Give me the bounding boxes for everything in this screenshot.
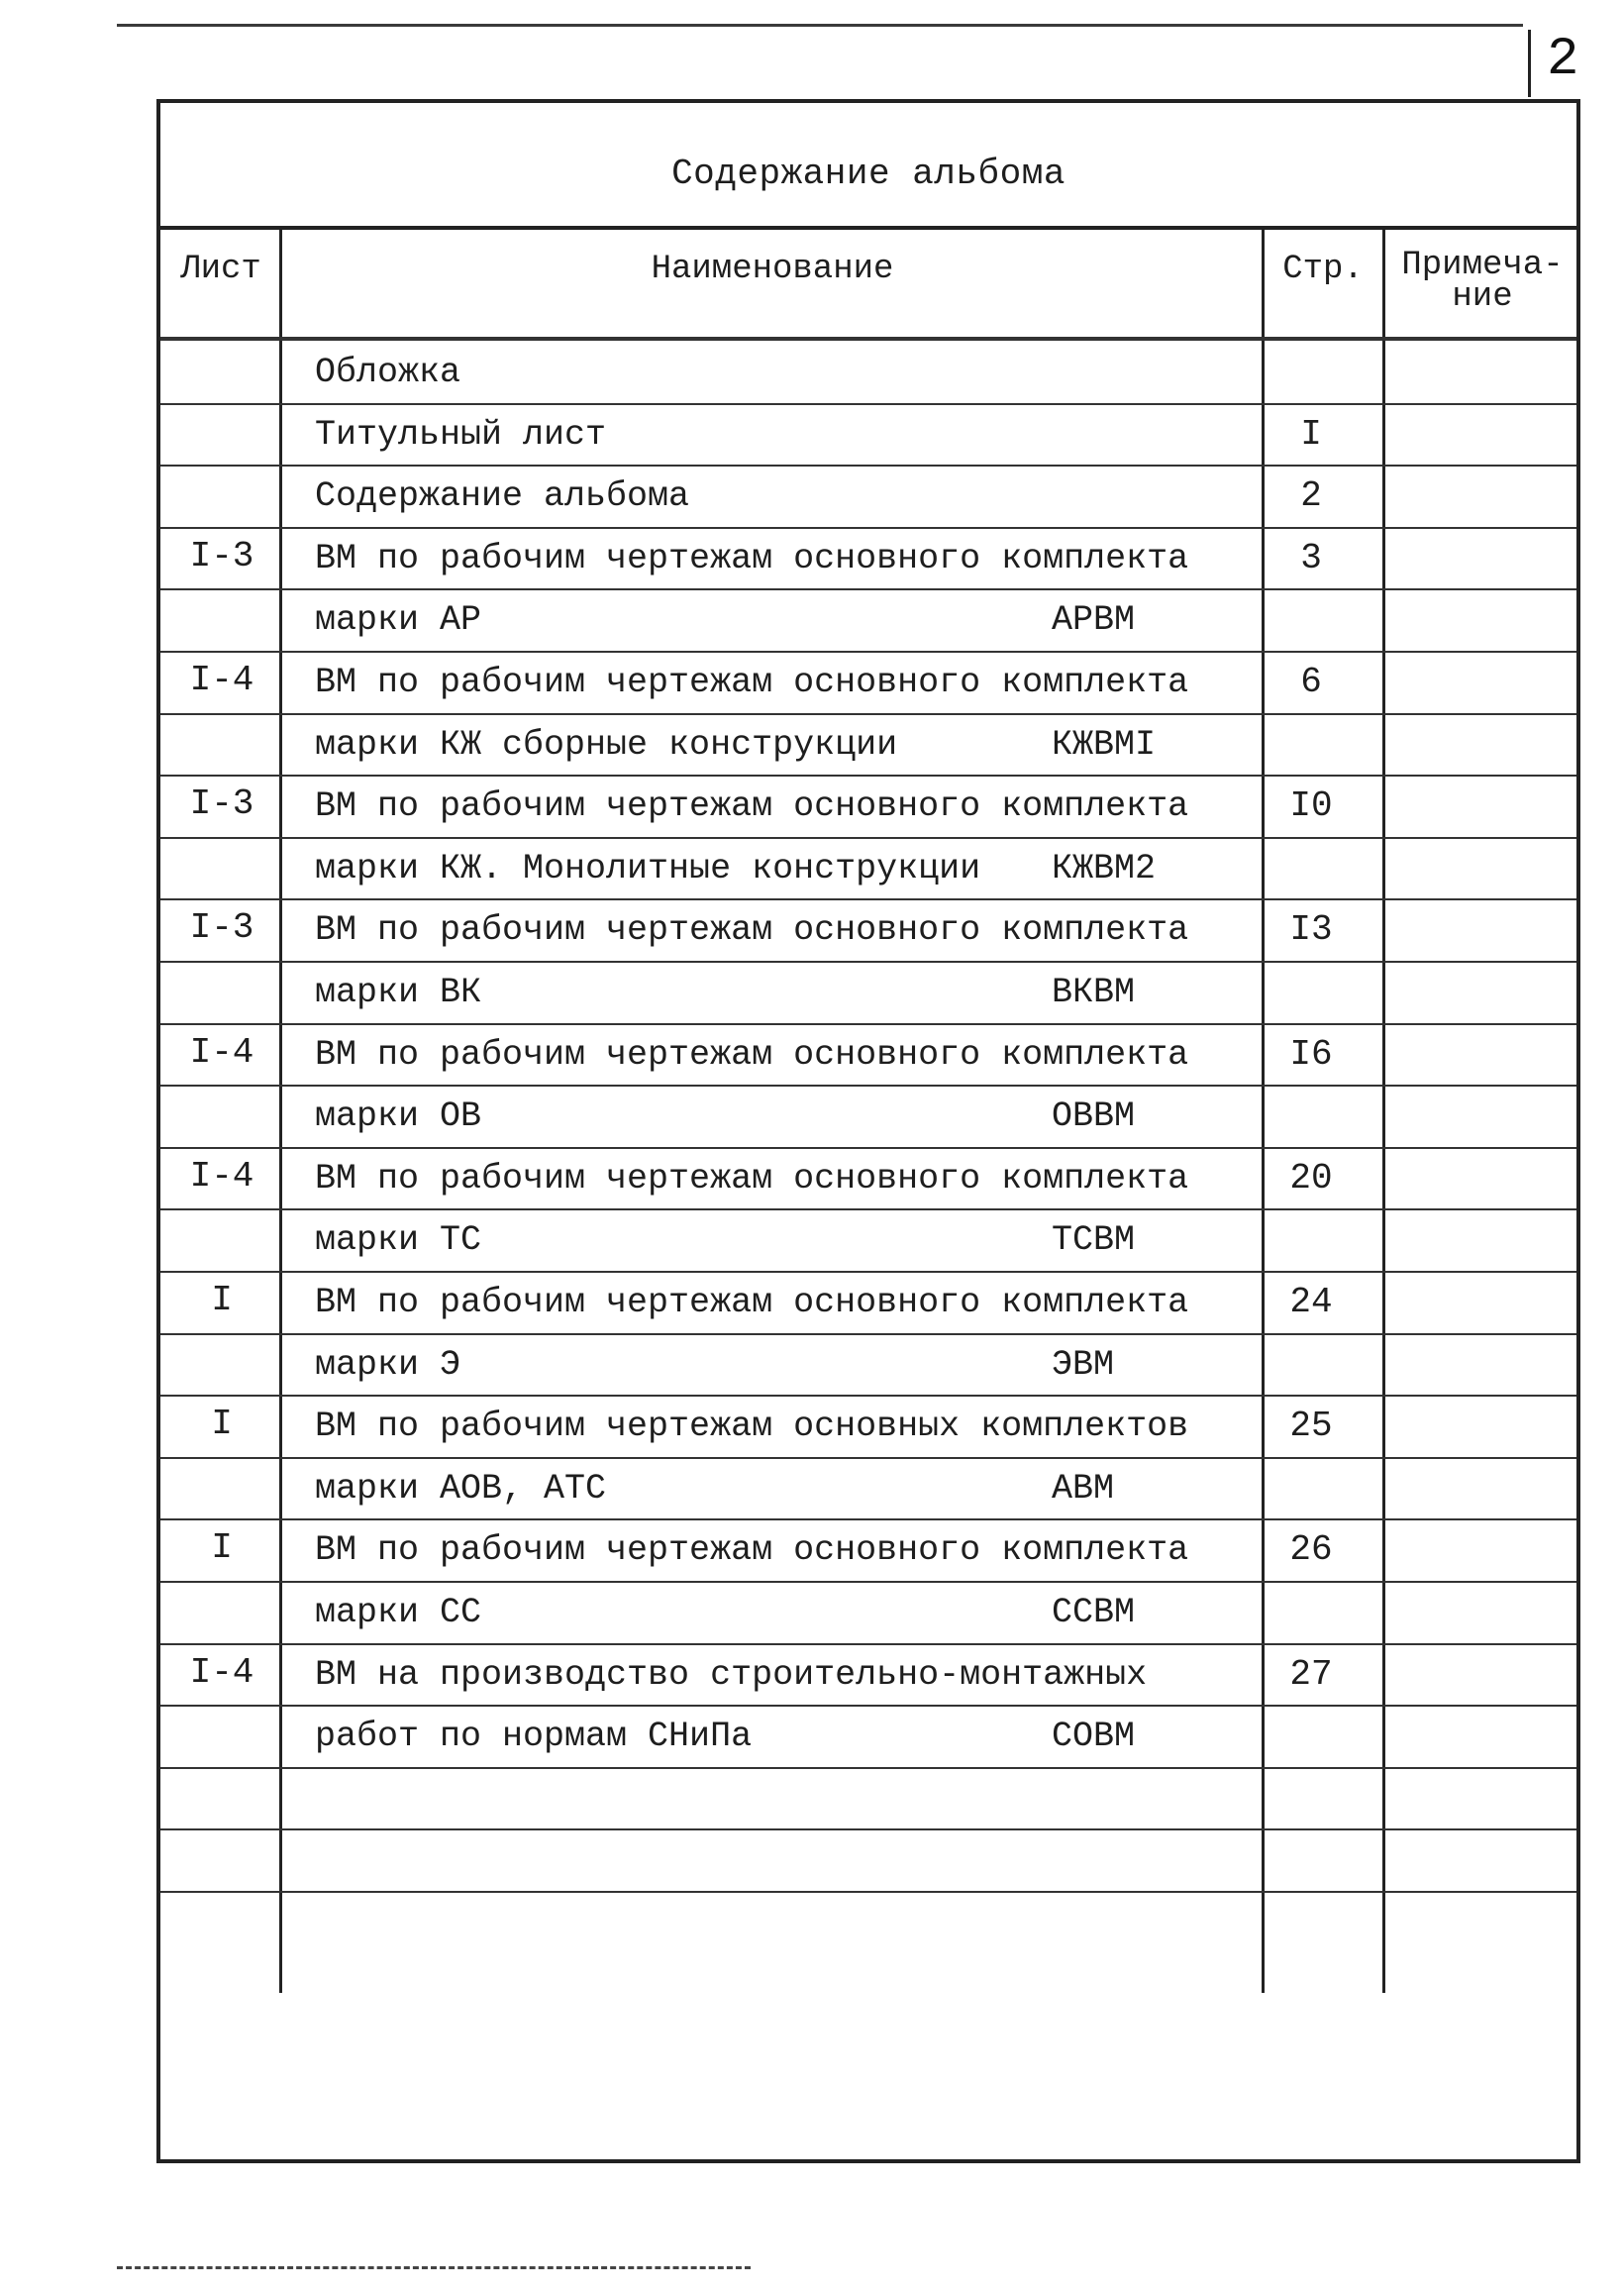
page-cell: 25 — [1289, 1406, 1333, 1447]
mark-code-cell: ССВМ — [1052, 1593, 1136, 1632]
page-cell: 20 — [1289, 1157, 1333, 1199]
header-sheet: Лист — [180, 251, 261, 288]
name-cell: ВМ по рабочим чертежам основного комплекта — [315, 786, 1189, 827]
table-row — [160, 1085, 1576, 1146]
sheet-cell: I-3 — [189, 783, 254, 825]
sheet-cell: I-4 — [189, 660, 254, 700]
sheet-cell: I-3 — [189, 907, 254, 949]
table-row — [160, 651, 1576, 712]
table-row — [160, 961, 1576, 1022]
name-cell: марки КЖ. Монолитные конструкции — [315, 848, 981, 888]
mark-code-cell: АВМ — [1052, 1468, 1115, 1509]
sheet-cell: I-4 — [189, 1155, 254, 1197]
name-cell: марки Э — [315, 1344, 461, 1385]
table-row — [160, 1643, 1576, 1705]
table-row — [160, 713, 1576, 775]
table-row — [160, 1457, 1576, 1518]
table-row — [160, 1828, 1576, 1890]
mark-code-cell: КЖВМI — [1052, 724, 1157, 765]
table-row — [160, 1147, 1576, 1208]
name-cell: ВМ по рабочим чертежам основного комплекта — [315, 1283, 1189, 1322]
name-cell: марки ОВ — [315, 1096, 482, 1137]
name-cell: ВМ по рабочим чертежам основного комплекта — [315, 1034, 1189, 1075]
name-cell: Обложка — [315, 353, 461, 392]
table-row — [160, 1767, 1576, 1828]
mark-code-cell: ТСВМ — [1052, 1220, 1136, 1261]
name-cell: ВМ по рабочим чертежам основного комплекта — [315, 1530, 1189, 1571]
page-cell: 27 — [1289, 1653, 1333, 1695]
name-cell: марки ВК — [315, 973, 482, 1012]
name-cell: ВМ по рабочим чертежам основного комплекта — [315, 910, 1189, 951]
page-number-tick — [1528, 30, 1531, 97]
page-cell: 3 — [1300, 537, 1322, 578]
sheet-cell: I-4 — [189, 1651, 254, 1693]
header-name: Наименование — [651, 251, 894, 288]
table-row — [160, 775, 1576, 836]
name-cell: ВМ по рабочим чертежам основных комплектов — [315, 1407, 1189, 1447]
page-cell: I — [1300, 413, 1322, 455]
sheet-cell: I-3 — [189, 535, 254, 576]
sheet-cell: I-4 — [189, 1031, 254, 1073]
table-row — [160, 837, 1576, 898]
page-cell: I3 — [1289, 909, 1333, 951]
page-title: Содержание альбома — [671, 154, 1066, 194]
table-row — [160, 1395, 1576, 1456]
mark-code-cell: КЖВМ2 — [1052, 848, 1157, 888]
row-divider — [160, 1891, 1576, 1893]
table-row — [160, 1333, 1576, 1395]
mark-code-cell: АРВМ — [1052, 600, 1136, 641]
contents-table-frame — [156, 99, 1580, 2163]
name-cell: ВМ по рабочим чертежам основного комплекта — [315, 1158, 1189, 1199]
sheet-cell: I — [211, 1404, 233, 1445]
sheet-cell: I — [211, 1527, 233, 1569]
table-row — [160, 341, 1576, 402]
name-cell: марки СС — [315, 1593, 482, 1632]
mark-code-cell: ЭВМ — [1052, 1344, 1115, 1385]
table-row — [160, 1705, 1576, 1766]
mark-code-cell: ВКВМ — [1052, 973, 1136, 1012]
header-page: Стр. — [1282, 251, 1364, 288]
name-cell: Титульный лист — [315, 414, 607, 455]
name-cell: ВМ по рабочим чертежам основного комплекта — [315, 663, 1189, 702]
table-row — [160, 1518, 1576, 1580]
name-cell: марки АОВ, АТС — [315, 1468, 607, 1509]
page-number: 2 — [1547, 30, 1579, 90]
header-note-line1: Примеча- — [1401, 247, 1564, 284]
table-row — [160, 403, 1576, 465]
header-note-line2: ние — [1452, 278, 1513, 316]
name-cell: марки КЖ сборные конструкции — [315, 724, 898, 765]
name-cell: марки АР — [315, 600, 482, 641]
table-row — [160, 1023, 1576, 1085]
mark-code-cell: СОВМ — [1052, 1717, 1136, 1757]
table-row — [160, 1271, 1576, 1332]
page-cell: 2 — [1300, 475, 1322, 517]
table-row — [160, 1208, 1576, 1270]
name-cell: марки ТС — [315, 1220, 482, 1261]
mark-code-cell: ОВВМ — [1052, 1096, 1136, 1137]
table-row — [160, 527, 1576, 588]
sheet-cell: I — [211, 1280, 233, 1320]
header-note — [1384, 247, 1580, 316]
page-cell: 6 — [1300, 662, 1322, 702]
page-cell: I0 — [1289, 785, 1333, 827]
page-cell: 26 — [1289, 1529, 1333, 1571]
bottom-rule — [117, 2266, 751, 2269]
page-cell: I6 — [1289, 1033, 1333, 1075]
name-cell: Содержание альбома — [315, 476, 690, 517]
name-cell: ВМ на производство строительно-монтажных — [315, 1654, 1148, 1695]
name-cell: работ по нормам СНиПа — [315, 1717, 753, 1757]
table-row — [160, 465, 1576, 526]
table-row — [160, 588, 1576, 650]
title-row — [160, 103, 1576, 230]
top-rule — [117, 24, 1523, 27]
name-cell: ВМ по рабочим чертежам основного комплекта — [315, 538, 1189, 578]
table-row — [160, 1581, 1576, 1642]
page-cell: 24 — [1289, 1282, 1333, 1322]
table-row — [160, 898, 1576, 960]
